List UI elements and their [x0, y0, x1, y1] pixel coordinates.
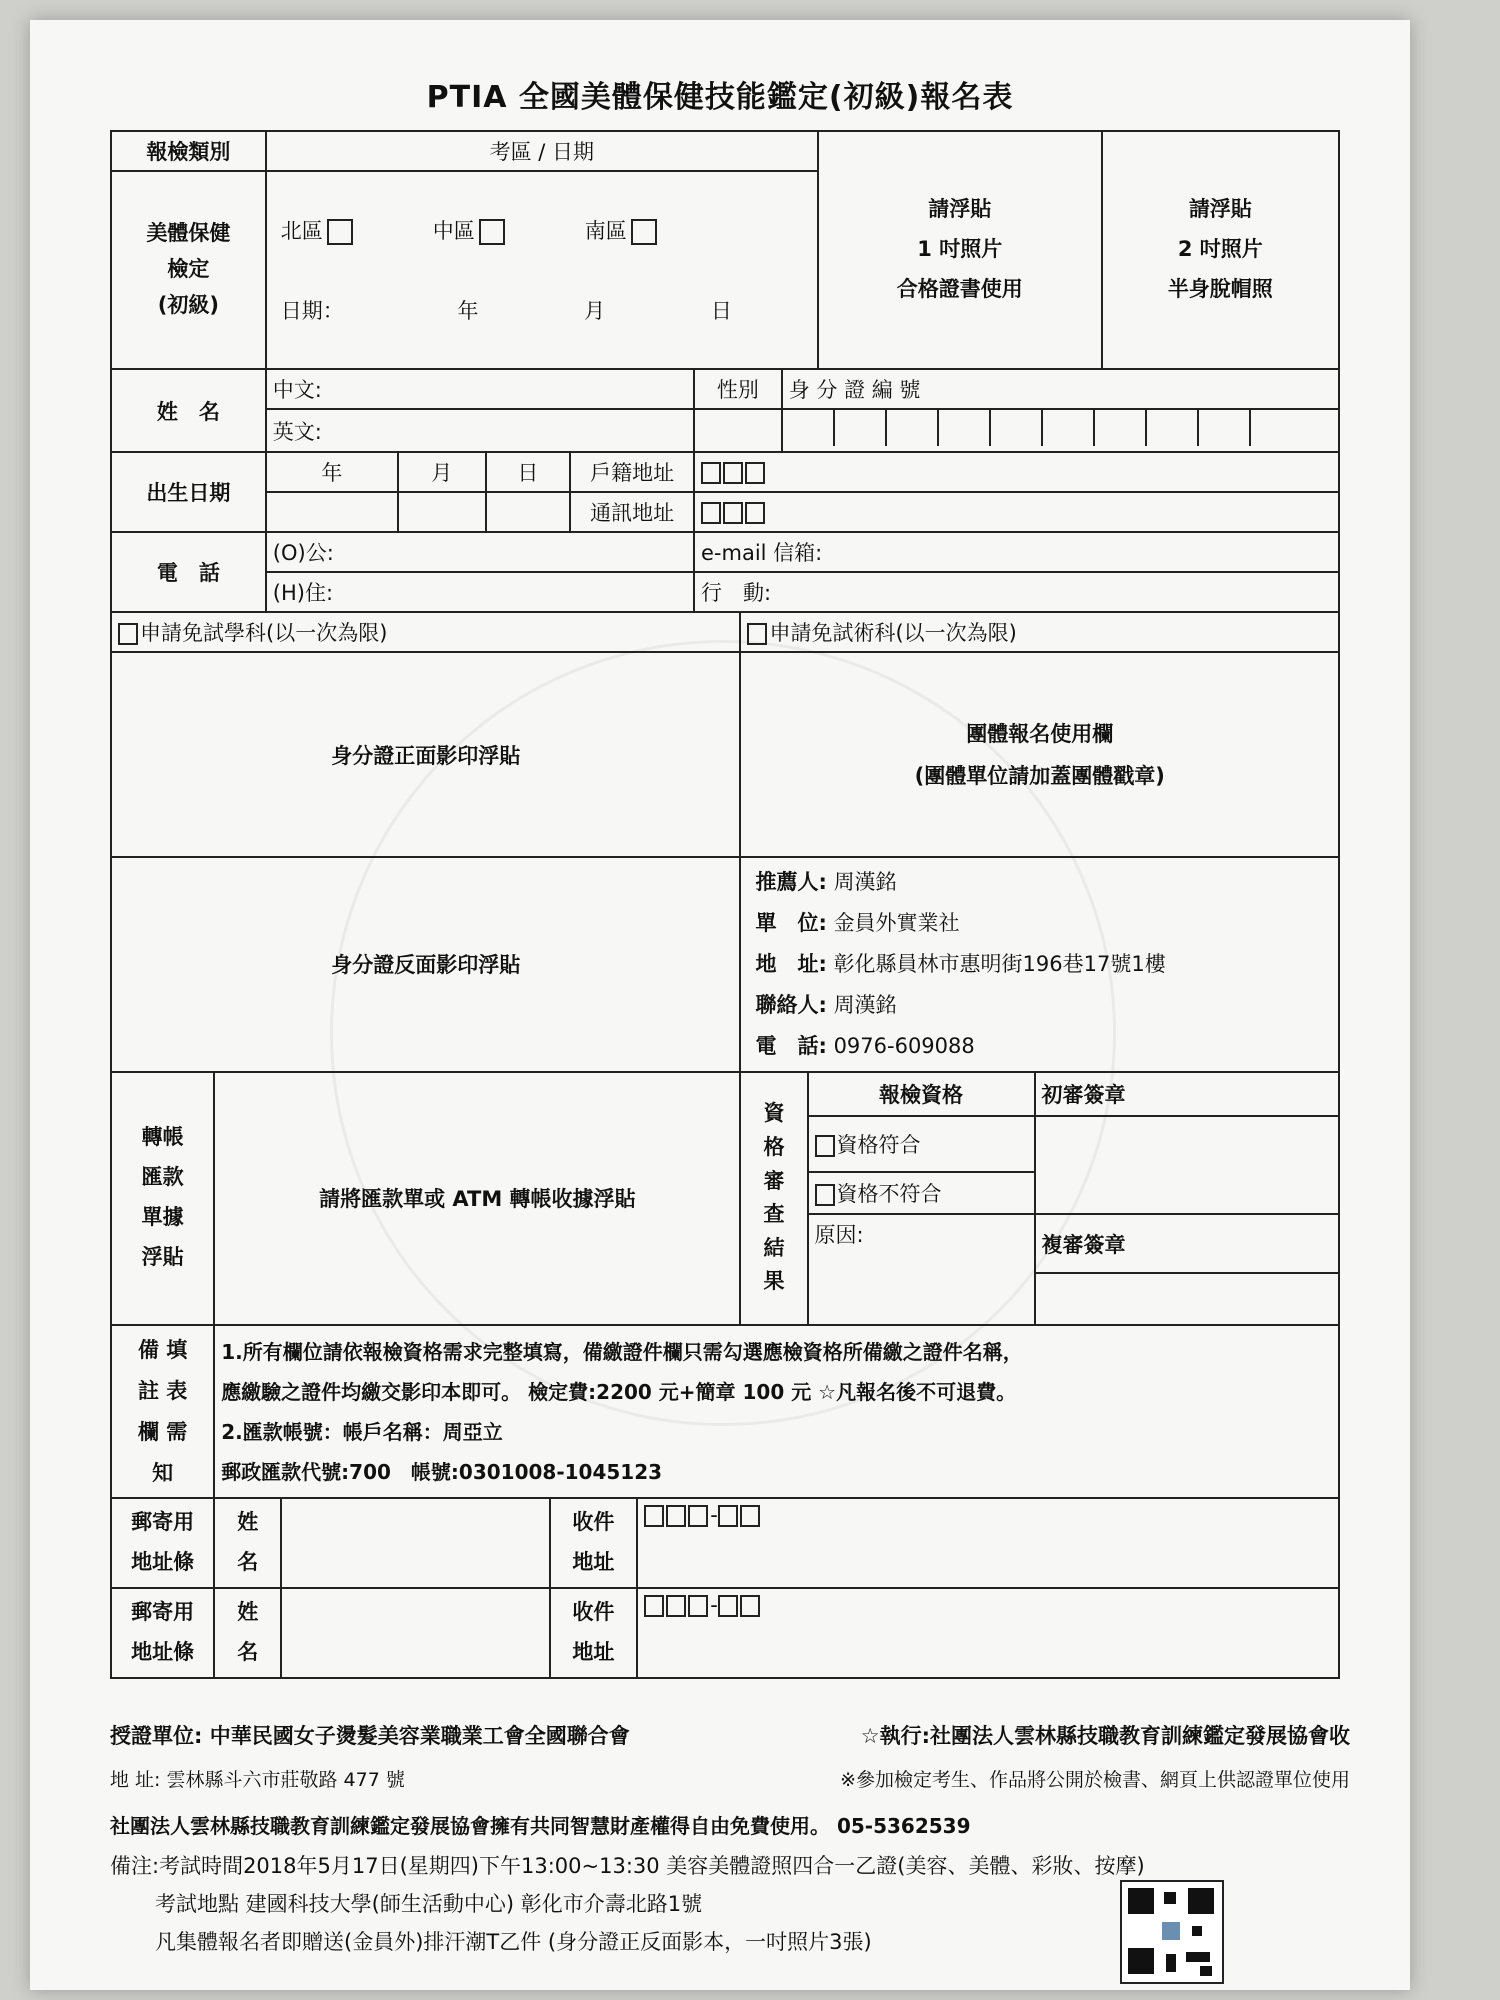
mailing-label-1: 郵寄用 地址條: [111, 1498, 214, 1588]
region-date-cell: [266, 171, 818, 369]
gender-field[interactable]: [694, 409, 782, 452]
chinese-name-field[interactable]: 中文:: [266, 369, 694, 409]
recommender-value: 周漢銘: [833, 870, 897, 894]
phone-label: 電 話: [111, 532, 266, 612]
referrer-info: 推薦人: 周漢銘 單 位: 金員外實業社 地 址: 彰化縣員林市惠明街196巷17號1樓 聯絡人: 周漢銘 電 話: 0976-609088: [740, 857, 1339, 1072]
exempt-written-option[interactable]: 申請免試學科(以一次為限): [111, 612, 740, 652]
id-front-paste-area[interactable]: 身分證正面影印浮貼: [111, 652, 740, 857]
notes-line-2: 應繳驗之證件均繳交影印本即可。 檢定費:2200 元+簡章 100 元 ☆凡報名後不可退費。: [221, 1379, 1017, 1404]
mobile-phone-field[interactable]: 行 動:: [694, 572, 1339, 612]
footer-notice: ※參加檢定考生、作品將公開於檢書、網頁上供認證單位使用: [840, 1769, 1350, 1791]
exempt-practical-option[interactable]: 申請免試術科(以一次為限): [740, 612, 1339, 652]
central-checkbox[interactable]: [479, 219, 505, 245]
id-back-paste-area[interactable]: 身分證反面影印浮貼: [111, 857, 740, 1072]
attachment-section: [110, 611, 1340, 1073]
mailing-address-field[interactable]: [694, 492, 1339, 532]
birth-year-label: 年: [266, 452, 398, 492]
notes-label: 備 填 註 表 欄 需 知: [111, 1325, 214, 1499]
home-phone-field[interactable]: (H)住:: [266, 572, 694, 612]
personal-section: [110, 368, 1340, 613]
region-central[interactable]: 中區: [433, 215, 505, 245]
remark-line-3: 凡集體報名者即贈送(金員外)排汗潮T乙件 (身分證正反面影本，一吋照片3張): [155, 1930, 872, 1954]
gender-label: 性別: [694, 369, 782, 409]
notes-line-1: 1.所有欄位請依報檢資格需求完整填寫，備繳證件欄只需勾選應檢資格所備繳之證件名稱，: [221, 1339, 1023, 1364]
not-qualified-option[interactable]: 資格不符合: [808, 1172, 1035, 1214]
exam-date-field[interactable]: 日期： 年 月 日: [280, 299, 732, 323]
exempt-written-checkbox[interactable]: [118, 623, 138, 645]
initial-review-signature[interactable]: [1035, 1116, 1339, 1215]
north-checkbox[interactable]: [327, 219, 353, 245]
notes-content: [214, 1325, 1339, 1499]
phone-value: 0976-609088: [833, 1033, 975, 1058]
birth-month-label: 月: [398, 452, 486, 492]
not-qualified-checkbox[interactable]: [815, 1184, 835, 1206]
category-header: 報檢類別: [111, 131, 266, 171]
english-name-field[interactable]: 英文:: [266, 409, 694, 452]
remark-line-1: 備注:考試時間2018年5月17日(星期四)下午13:00~13:30 美容美體證照四合一乙證(美容、美體、彩妝、按摩): [110, 1854, 1145, 1878]
id-number-boxes[interactable]: [782, 409, 1339, 452]
review-label: 資 格 審 查 結 果: [740, 1072, 807, 1325]
mailing-address-label: 通訊地址: [570, 492, 694, 532]
mailing-label-2: 郵寄用 地址條: [111, 1588, 214, 1678]
authority-line: [110, 1720, 1350, 1750]
exempt-practical-checkbox[interactable]: [747, 623, 767, 645]
recipient-address-field-2[interactable]: -: [637, 1588, 1339, 1678]
notes-line-4: 郵政匯款代號:700 帳號:0301008-1045123: [221, 1459, 663, 1484]
contact-value: 周漢銘: [833, 992, 897, 1017]
area-date-header: 考區 / 日期: [266, 131, 818, 171]
notes-line-3: 2.匯款帳號：帳戶名稱：周亞立: [221, 1419, 503, 1444]
exam-section: [110, 130, 1340, 370]
review-section: [110, 1071, 1340, 1326]
name-label: 姓 名: [111, 369, 266, 452]
footer-address: 地 址: 雲林縣斗六市莊敬路 477 號: [110, 1769, 405, 1791]
address-line: [110, 1765, 1350, 1792]
final-review-signature[interactable]: [1035, 1273, 1339, 1324]
address-value: 彰化縣員林市惠明街196巷17號1樓: [833, 951, 1166, 976]
transfer-receipt-area[interactable]: 請將匯款單或 ATM 轉帳收據浮貼: [214, 1072, 740, 1325]
mailing-section: [110, 1497, 1340, 1679]
recipient-address-label-2: 收件 地址: [550, 1588, 638, 1678]
household-address-label: 戶籍地址: [570, 452, 694, 492]
notes-section: [110, 1324, 1340, 1500]
recipient-address-label-1: 收件 地址: [550, 1498, 638, 1588]
qualified-option[interactable]: 資格符合: [808, 1116, 1035, 1173]
remark-line-2: 考試地點 建國科技大學(師生活動中心) 彰化市介壽北路1號: [155, 1892, 703, 1916]
birth-label: 出生日期: [111, 452, 266, 532]
qualification-header: 報檢資格: [808, 1072, 1035, 1116]
south-checkbox[interactable]: [631, 219, 657, 245]
qualified-checkbox[interactable]: [815, 1135, 835, 1157]
group-registration-area[interactable]: 團體報名使用欄 (團體單位請加蓋團體戳章): [740, 652, 1339, 857]
form-title: PTIA 全國美體保健技能鑑定(初級)報名表: [426, 80, 1014, 115]
mailing-name-label-2: 姓 名: [214, 1588, 281, 1678]
copyright-line: 社團法人雲林縣技職教育訓練鑑定發展協會擁有共同智慧財產權得自由免費使用。 05-5362539: [110, 1814, 971, 1838]
transfer-label: 轉帳 匯款 單據 浮貼: [111, 1072, 214, 1325]
final-review-header: 複審簽章: [1035, 1214, 1339, 1273]
email-field[interactable]: e-mail 信箱:: [694, 532, 1339, 572]
region-south[interactable]: 南區: [585, 215, 657, 245]
id-number-label: 身 分 證 編 號: [782, 369, 1339, 409]
household-address-field[interactable]: [694, 452, 1339, 492]
qr-code-icon: [1120, 1880, 1224, 1984]
executor-text: ☆執行:社團法人雲林縣技職教育訓練鑑定發展協會收: [860, 1724, 1350, 1748]
authority-text: 授證單位: 中華民國女子燙髮美容業職業工會全國聯合會: [110, 1724, 630, 1748]
region-north[interactable]: 北區: [281, 215, 353, 245]
reason-field[interactable]: 原因:: [808, 1214, 1035, 1324]
photo-1inch-box[interactable]: 請浮貼 1 吋照片 合格證書使用: [818, 131, 1102, 369]
office-phone-field[interactable]: (O)公:: [266, 532, 694, 572]
photo-2inch-box[interactable]: 請浮貼 2 吋照片 半身脫帽照: [1102, 131, 1339, 369]
category-name: 美體保健 檢定 (初級): [111, 171, 266, 369]
birth-year-field[interactable]: [266, 492, 398, 532]
unit-value: 金員外實業社: [833, 910, 960, 935]
mailing-name-label-1: 姓 名: [214, 1498, 281, 1588]
initial-review-header: 初審簽章: [1035, 1072, 1339, 1116]
birth-day-label: 日: [486, 452, 571, 492]
mailing-name-field-2[interactable]: [281, 1588, 549, 1678]
registration-form: [110, 130, 1340, 1679]
birth-day-field[interactable]: [486, 492, 571, 532]
form-paper: [30, 20, 1410, 1990]
birth-month-field[interactable]: [398, 492, 486, 532]
mailing-name-field-1[interactable]: [281, 1498, 549, 1588]
recipient-address-field-1[interactable]: -: [637, 1498, 1339, 1588]
